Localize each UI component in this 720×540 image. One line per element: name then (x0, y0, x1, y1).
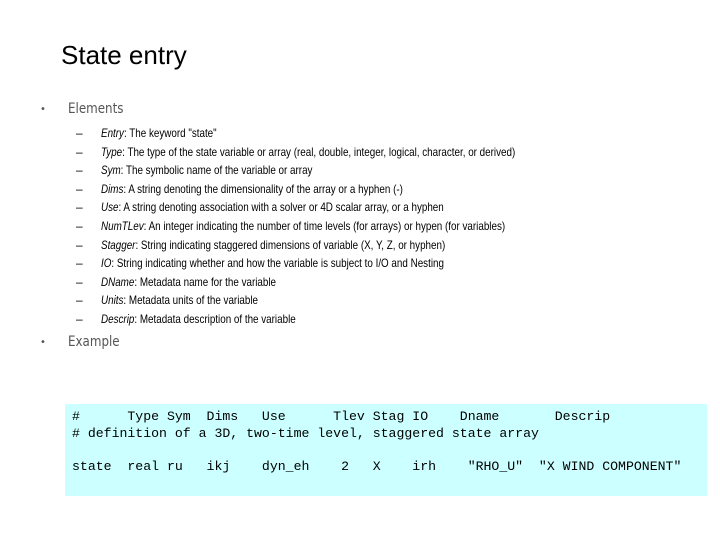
item-term: Use (101, 200, 119, 215)
item-desc: : A string denoting the dimensionality of the array or a hyphen (-) (123, 181, 403, 196)
dash: – (76, 144, 83, 159)
item-term: Descrip (101, 311, 135, 326)
item-term: DName (101, 274, 135, 289)
bullet-dot: • (40, 104, 46, 115)
dash: – (76, 293, 83, 308)
bullet-example-label: Example (68, 334, 120, 350)
item-desc: : Metadata name for the variable (134, 274, 277, 289)
item-term: IO (101, 256, 112, 271)
dash: – (76, 181, 83, 196)
code-entry-line: state real ru ikj dyn_eh 2 X irh "RHO_U" "X WIND COMPONENT" (72, 459, 682, 474)
item-desc: : The symbolic name of the variable or array (120, 163, 313, 178)
bullet-elements-label: Elements (68, 101, 124, 117)
dash: – (76, 218, 83, 233)
item-term: Dims (101, 181, 124, 196)
dash: – (76, 163, 83, 178)
item-desc: : The type of the state variable or array (real, double, integer, logical, character, or derived) (122, 144, 516, 159)
item-desc: : String indicating staggered dimensions of variable (X, Y, Z, or hyphen) (135, 237, 446, 252)
dash: – (76, 200, 83, 215)
dash: – (76, 126, 83, 140)
item-desc: : String indicating whether and how the variable is subject to I/O and Nesting (111, 256, 444, 271)
item-term: Stagger (101, 237, 136, 252)
item-desc: : The keyword "state" (123, 126, 217, 140)
code-header-line: # Type Sym Dims Use Tlev Stag IO Dname Descrip (72, 409, 611, 424)
item-term: NumTLev (101, 218, 144, 233)
code-comment-line: # definition of a 3D, two-time level, staggered state array (72, 426, 539, 441)
item-desc: : A string denoting association with a solver or 4D scalar array, or a hyphen (118, 200, 444, 215)
slide-title: State entry (61, 40, 187, 70)
item-desc: : An integer indicating the number of time levels (for arrays) or hypen (for variables) (143, 218, 506, 233)
item-term: Units (101, 293, 124, 308)
item-term: Sym (101, 163, 121, 178)
item-term: Type (101, 144, 123, 159)
dash: – (76, 311, 83, 326)
dash: – (76, 237, 83, 252)
dash: – (76, 256, 83, 271)
bullet-dot: • (40, 337, 46, 348)
item-desc: : Metadata units of the variable (123, 293, 258, 308)
dash: – (76, 274, 83, 289)
item-term: Entry (101, 126, 124, 140)
item-desc: : Metadata description of the variable (134, 311, 296, 326)
code-example-box (65, 404, 707, 496)
